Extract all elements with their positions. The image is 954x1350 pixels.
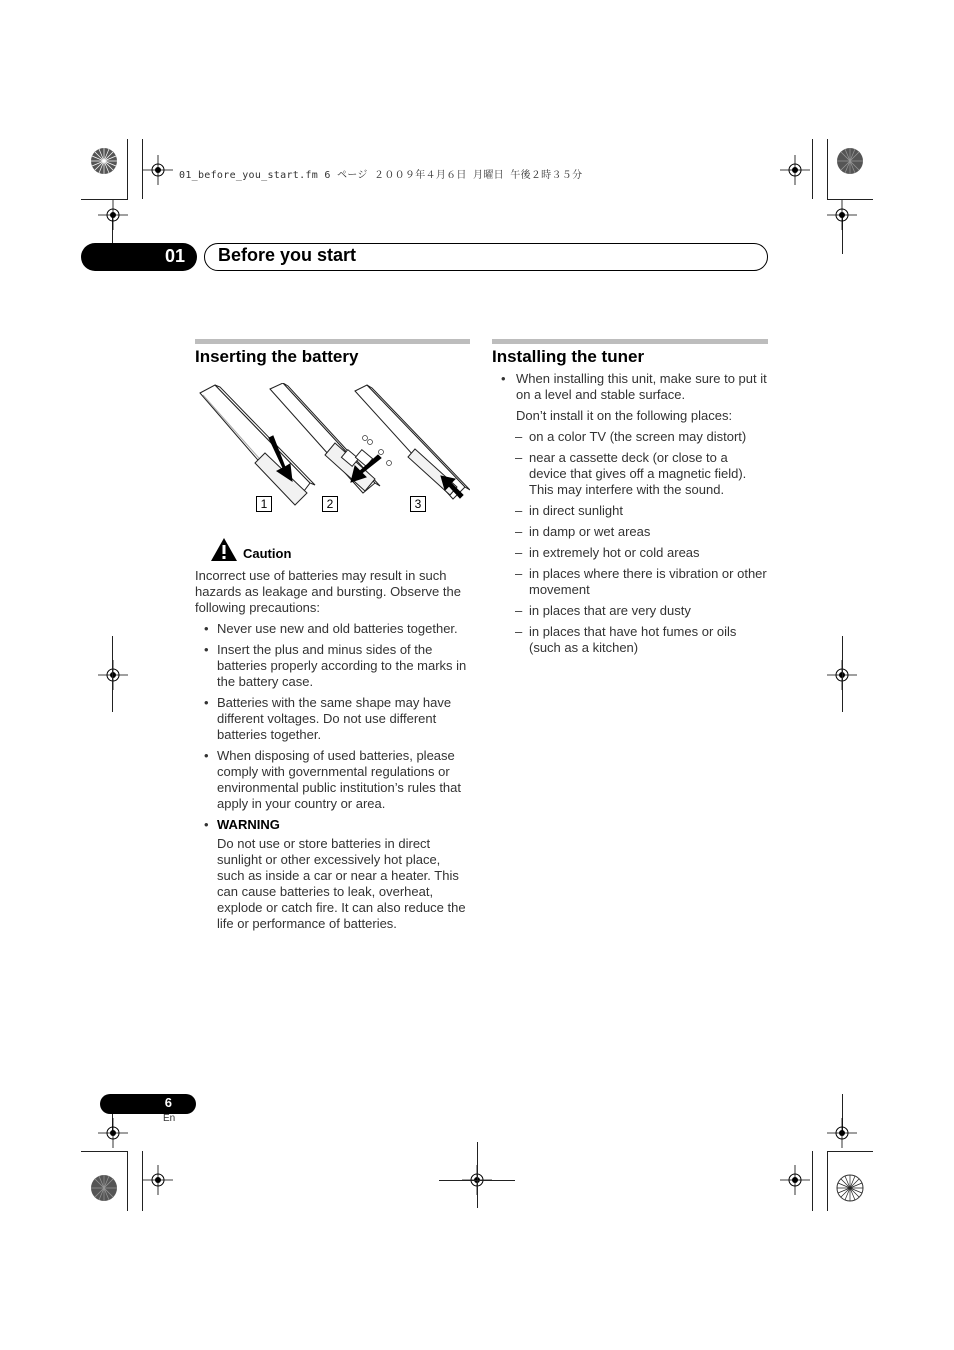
places-list: [492, 429, 768, 656]
registration-mark-icon: [780, 155, 810, 185]
crop-line: [127, 1151, 128, 1211]
warning-text: Do not use or store batteries in direct sunlight or other excessively hot place, such as inside a car or near a heater. This can cause batteries to leak, overheat, explode or catch fire. It can also reduce the life or performance of batteries.: [217, 836, 466, 931]
warning-triangle-icon: [210, 537, 238, 562]
chapter-number: 01: [164, 246, 185, 266]
step-label-2: 2: [322, 496, 338, 512]
battery-precautions-list: [195, 621, 470, 937]
page-number-tab: [100, 1094, 196, 1114]
crop-line: [842, 636, 843, 712]
crop-line: [81, 1151, 128, 1152]
crop-line: [127, 139, 128, 199]
color-rosette-icon: [89, 1173, 119, 1203]
page-number: 6: [164, 1095, 172, 1110]
section-rule: [492, 339, 768, 344]
battery-section-title: Inserting the battery: [195, 347, 359, 366]
registration-mark-icon: [143, 1165, 173, 1195]
color-rosette-icon: [835, 1173, 865, 1203]
registration-mark-icon: [98, 660, 128, 690]
list-item: – in places that are very dusty: [515, 603, 768, 619]
battery-illustration: [195, 383, 470, 513]
registration-mark-icon: [98, 1118, 128, 1148]
page-language: En: [163, 1113, 176, 1124]
list-item: – near a cassette deck (or close to a device that gives off a magnetic field). This may interfere with the sound.: [515, 450, 768, 498]
list-item: • Insert the plus and minus sides of the batteries properly according to the marks in the battery case.: [195, 642, 470, 690]
tuner-content: [492, 371, 768, 661]
list-item: – in damp or wet areas: [515, 524, 768, 540]
caution-label: Caution: [243, 546, 292, 561]
crop-line: [827, 139, 828, 199]
battery-intro: Incorrect use of batteries may result in such hazards as leakage and bursting. Observe the following precautions:: [195, 568, 461, 615]
crop-line: [812, 139, 813, 199]
warning-label: WARNING: [217, 817, 280, 832]
list-item: – in extremely hot or cold areas: [515, 545, 768, 561]
tuner-section-title: Installing the tuner: [492, 347, 645, 366]
list-item: • When disposing of used batteries, please comply with governmental regulations or environmental public institution’s rules that apply in your country or area.: [195, 748, 470, 812]
crop-line: [112, 636, 113, 712]
chapter-number-tab: [81, 243, 197, 271]
list-item: • Never use new and old batteries together.: [195, 621, 470, 637]
list-item: • When installing this unit, make sure to put it on a level and stable surface.: [492, 371, 768, 403]
warning-item: [195, 817, 470, 932]
color-rosette-icon: [89, 146, 119, 176]
list-item: – on a color TV (the screen may distort): [515, 429, 768, 445]
list-item: • Batteries with the same shape may have different voltages. Do not use different batteries together.: [195, 695, 470, 743]
crop-line: [827, 1151, 873, 1152]
chapter-title: Before you start: [218, 245, 357, 265]
registration-mark-icon: [827, 200, 857, 230]
tuner-bullet-list: [492, 371, 768, 403]
crop-line: [812, 1151, 813, 1211]
list-item: – in places where there is vibration or other movement: [515, 566, 768, 598]
chapter-title-bar: [204, 243, 768, 271]
registration-mark-icon: [98, 200, 128, 230]
print-info: 01_before_you_start.fm 6 ページ ２００９年４月６日 月曜日 午後２時３５分: [179, 170, 583, 181]
color-rosette-icon: [835, 146, 865, 176]
dont-install-intro: Don’t install it on the following places:: [516, 408, 733, 423]
crop-line: [477, 1142, 478, 1208]
registration-mark-icon: [827, 1118, 857, 1148]
step-label-1: 1: [256, 496, 272, 512]
step-label-3: 3: [410, 496, 426, 512]
registration-mark-icon: [143, 155, 173, 185]
section-rule: [195, 339, 470, 344]
crop-line: [827, 1151, 828, 1211]
list-item: – in places that have hot fumes or oils (such as a kitchen): [515, 624, 768, 656]
list-item: – in direct sunlight: [515, 503, 768, 519]
registration-mark-icon: [780, 1165, 810, 1195]
